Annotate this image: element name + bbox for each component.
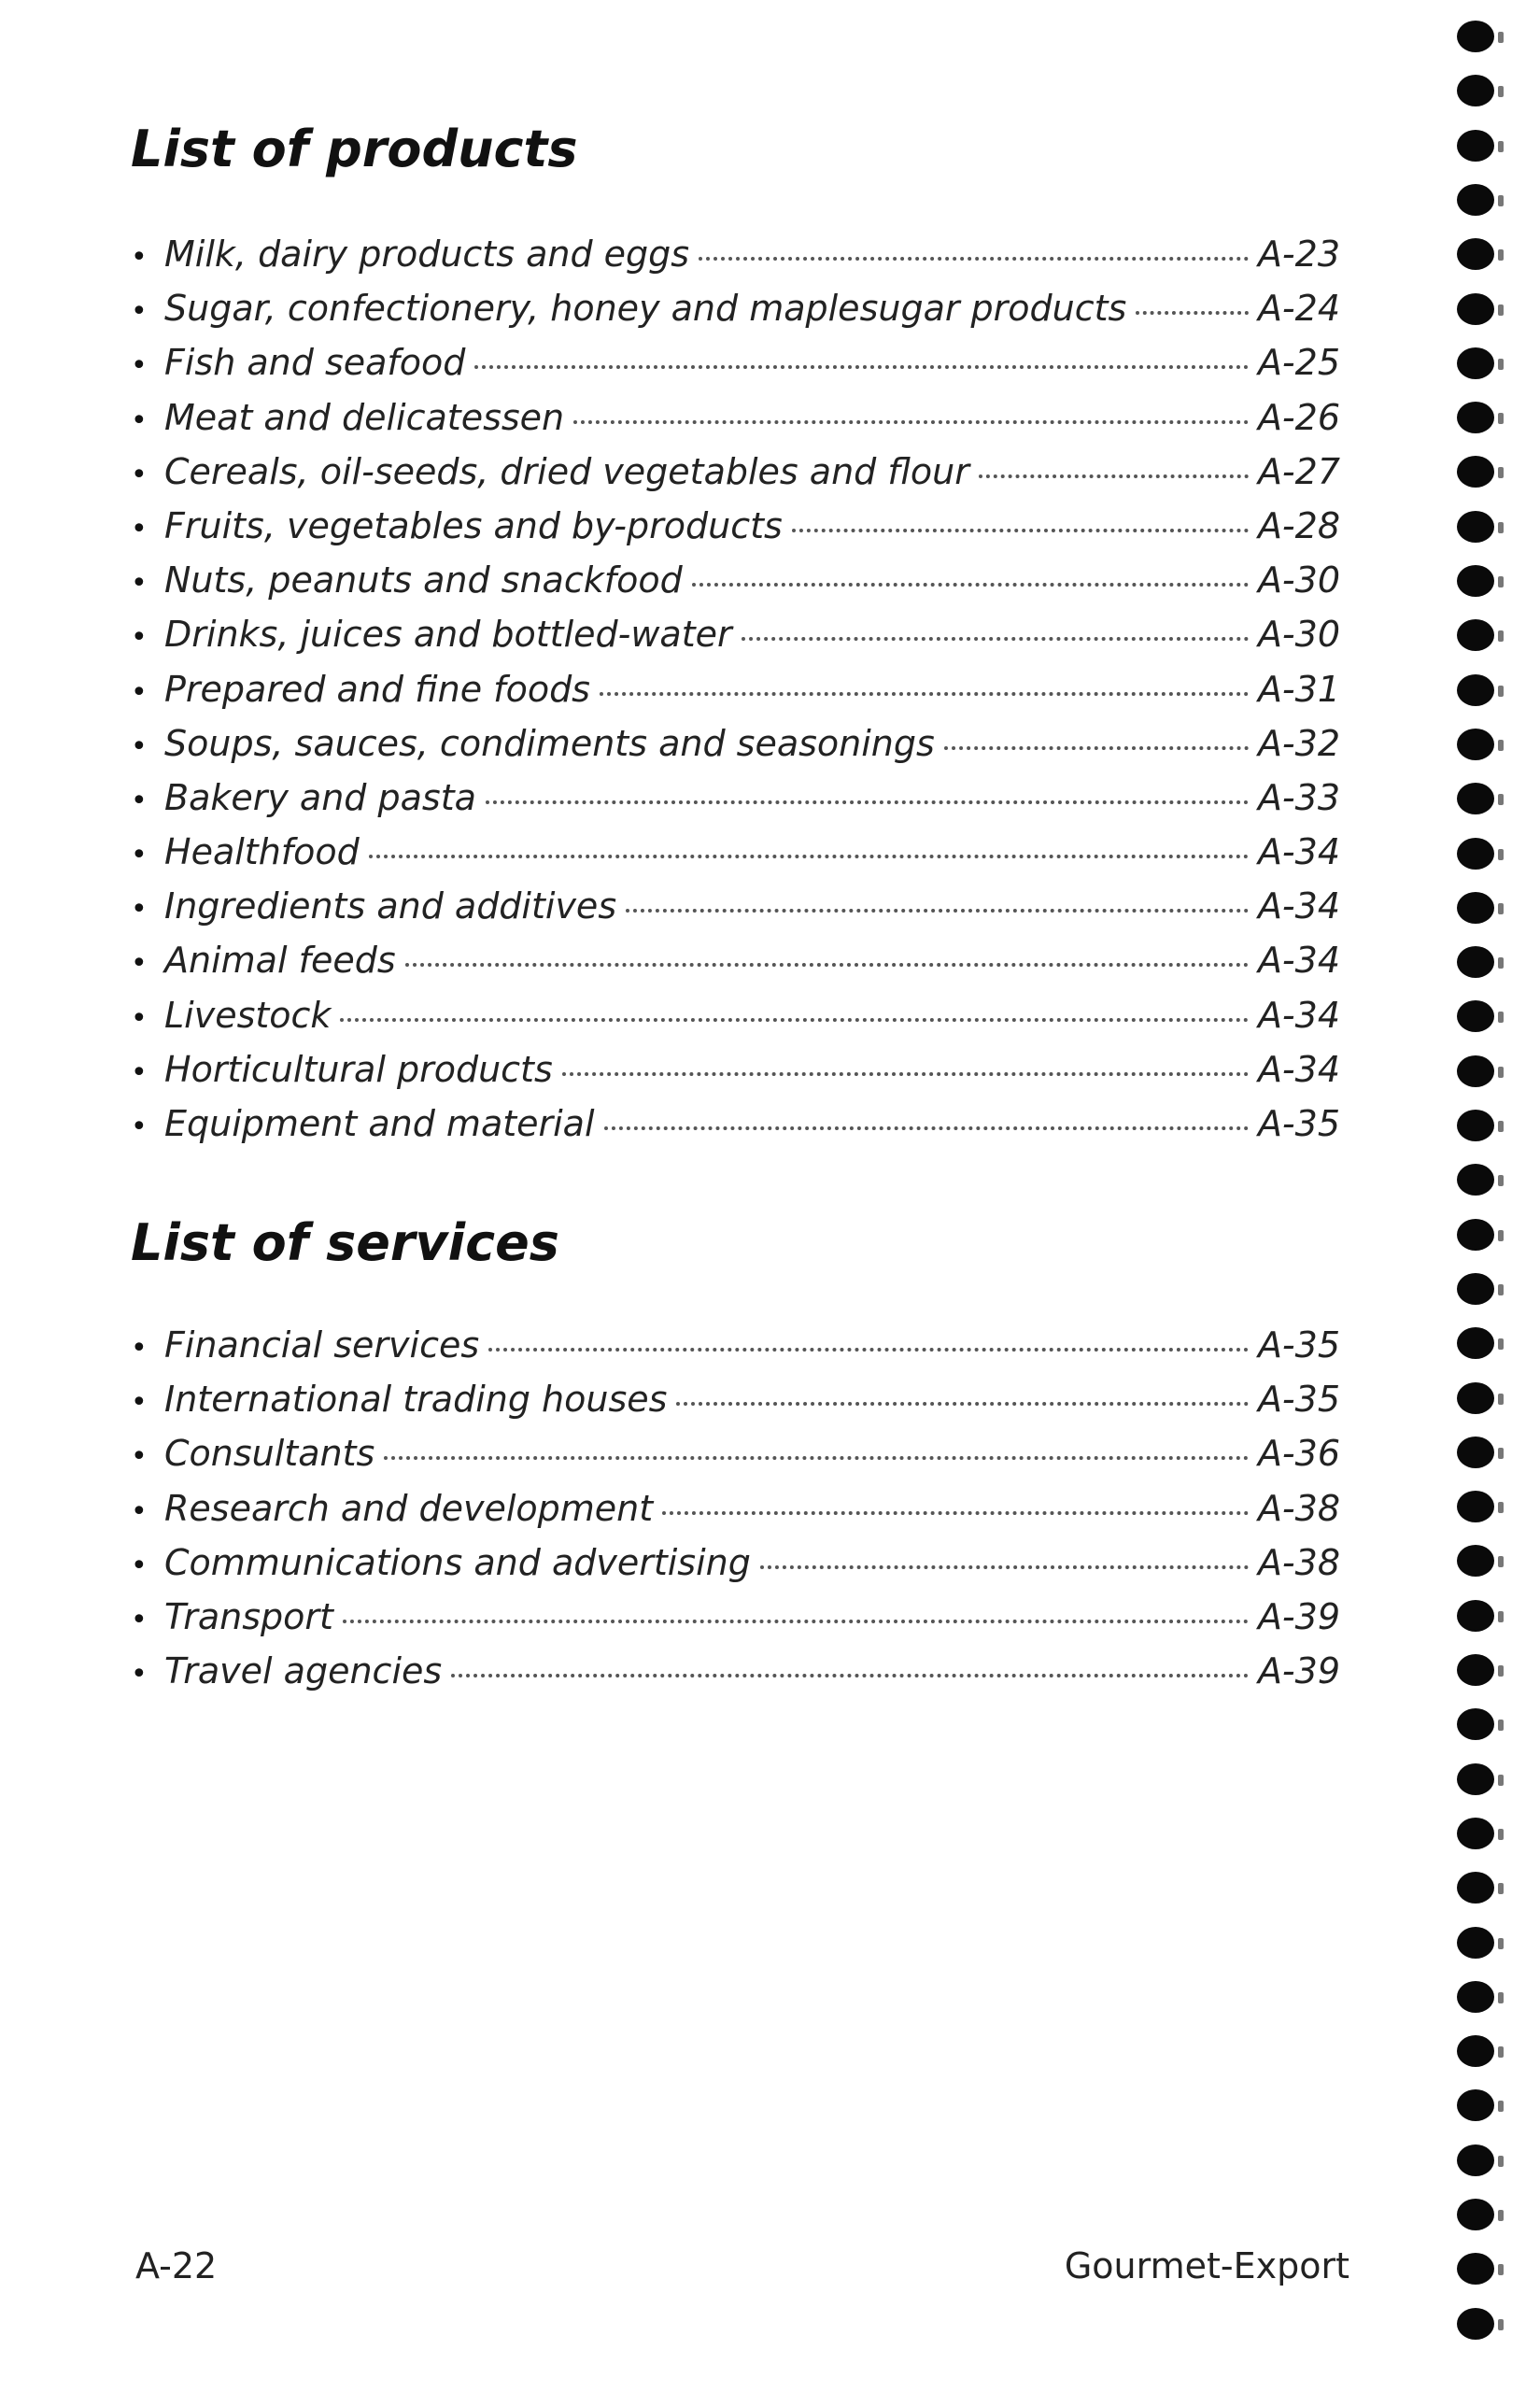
spiral-binding-ring-icon: [1457, 946, 1494, 978]
spiral-binding-ring-icon: [1457, 1708, 1494, 1740]
spiral-binding-ring-icon: [1457, 1981, 1494, 2013]
toc-entry[interactable]: [131, 397, 1340, 451]
toc-entry-label: Prepared and fine foods: [164, 668, 590, 710]
dot-leader: [626, 909, 1249, 913]
toc-entry[interactable]: [131, 342, 1340, 396]
bullet-icon: •: [131, 784, 148, 817]
toc-entry[interactable]: [131, 1049, 1340, 1103]
toc-entry[interactable]: [131, 940, 1340, 994]
toc-entry-page: A-28: [1257, 504, 1340, 546]
bullet-icon: •: [131, 458, 148, 491]
spiral-binding-ring-icon: [1457, 619, 1494, 651]
toc-entry-page: A-39: [1257, 1595, 1340, 1637]
spiral-binding-ring-icon: [1457, 184, 1494, 216]
spiral-binding-ring-icon: [1457, 2089, 1494, 2121]
services-section-title: List of services: [131, 1213, 559, 1272]
toc-entry-page: A-30: [1257, 614, 1340, 656]
spiral-binding-ring-icon: [1457, 2144, 1494, 2176]
bullet-icon: •: [131, 349, 148, 383]
spiral-binding-ring-icon: [1457, 1327, 1494, 1359]
bullet-icon: •: [131, 1603, 148, 1636]
toc-entry-label: Cereals, oil-seeds, dried vegetables and flour: [164, 450, 969, 492]
spiral-binding-ring-icon: [1457, 1437, 1494, 1468]
toc-entry-label: Fruits, vegetables and by-products: [164, 504, 783, 546]
toc-entry-label: Travel agencies: [164, 1650, 443, 1692]
bullet-icon: •: [131, 1386, 148, 1420]
toc-entry-label: Meat and delicatessen: [164, 396, 565, 438]
toc-entry[interactable]: [131, 234, 1340, 288]
spiral-binding-ring-icon: [1457, 456, 1494, 488]
toc-entry-page: A-35: [1257, 1103, 1340, 1144]
bullet-icon: •: [131, 403, 148, 437]
toc-entry-page: A-35: [1257, 1379, 1340, 1421]
spiral-binding-ring-icon: [1457, 402, 1494, 433]
toc-entry[interactable]: [131, 723, 1340, 777]
toc-entry[interactable]: [131, 885, 1340, 940]
spiral-binding-ring-icon: [1457, 1491, 1494, 1522]
bullet-icon: •: [131, 567, 148, 601]
dot-leader: [692, 583, 1249, 587]
spiral-binding: [1455, 21, 1502, 2374]
spiral-binding-ring-icon: [1457, 2035, 1494, 2067]
toc-entry-label: Communications and advertising: [164, 1541, 751, 1583]
spiral-binding-ring-icon: [1457, 1600, 1494, 1632]
toc-entry-label: Fish and seafood: [164, 342, 466, 384]
spiral-binding-ring-icon: [1457, 1110, 1494, 1141]
dot-leader: [573, 420, 1249, 424]
toc-entry-page: A-34: [1257, 940, 1340, 982]
spiral-binding-ring-icon: [1457, 75, 1494, 106]
spiral-binding-ring-icon: [1457, 1927, 1494, 1959]
bullet-icon: •: [131, 1658, 148, 1691]
toc-entry-page: A-32: [1257, 722, 1340, 764]
toc-entry-label: Animal feeds: [164, 940, 396, 982]
dot-leader: [1136, 311, 1249, 315]
spiral-binding-ring-icon: [1457, 2308, 1494, 2340]
spiral-binding-ring-icon: [1457, 1055, 1494, 1087]
toc-entry-page: A-25: [1257, 342, 1340, 384]
spiral-binding-ring-icon: [1457, 1872, 1494, 1904]
toc-entry[interactable]: [131, 505, 1340, 559]
toc-entry[interactable]: [131, 1379, 1340, 1433]
spiral-binding-ring-icon: [1457, 2199, 1494, 2230]
spiral-binding-ring-icon: [1457, 783, 1494, 814]
bullet-icon: •: [131, 839, 148, 872]
toc-entry-label: Milk, dairy products and eggs: [164, 234, 690, 275]
toc-entry-label: Healthfood: [164, 831, 360, 873]
dot-leader: [488, 1348, 1249, 1352]
spiral-binding-ring-icon: [1457, 2253, 1494, 2285]
toc-entry-label: Ingredients and additives: [164, 885, 617, 927]
spiral-binding-ring-icon: [1457, 21, 1494, 52]
toc-entry-label: Nuts, peanuts and snackfood: [164, 559, 683, 602]
toc-entry-page: A-35: [1257, 1324, 1340, 1366]
toc-entry-label: Equipment and material: [164, 1103, 595, 1144]
spiral-binding-ring-icon: [1457, 1000, 1494, 1032]
spiral-binding-ring-icon: [1457, 1382, 1494, 1414]
toc-entry-label: Bakery and pasta: [164, 776, 476, 818]
dot-leader: [384, 1456, 1249, 1460]
spiral-binding-ring-icon: [1457, 1273, 1494, 1305]
bullet-icon: •: [131, 512, 148, 545]
page-number: A-22: [135, 2245, 218, 2286]
dot-leader: [340, 1018, 1248, 1022]
bullet-icon: •: [131, 621, 148, 655]
spiral-binding-ring-icon: [1457, 1545, 1494, 1577]
toc-entry-label: Financial services: [164, 1324, 480, 1366]
toc-entry-page: A-34: [1257, 885, 1340, 927]
dot-leader: [979, 474, 1249, 478]
spiral-binding-ring-icon: [1457, 674, 1494, 706]
products-list: [131, 234, 1340, 1157]
dot-leader: [742, 637, 1249, 641]
toc-entry[interactable]: [131, 288, 1340, 342]
dot-leader: [944, 746, 1249, 750]
toc-entry-page: A-30: [1257, 559, 1340, 602]
toc-entry-page: A-33: [1257, 776, 1340, 818]
toc-entry[interactable]: [131, 614, 1340, 668]
spiral-binding-ring-icon: [1457, 1219, 1494, 1251]
toc-entry-page: A-27: [1257, 450, 1340, 492]
toc-entry[interactable]: [131, 669, 1340, 723]
dot-leader: [792, 529, 1249, 532]
toc-entry-page: A-24: [1257, 288, 1340, 330]
toc-entry[interactable]: [131, 1542, 1340, 1596]
bullet-icon: •: [131, 1055, 148, 1089]
spiral-binding-ring-icon: [1457, 347, 1494, 379]
dot-leader: [343, 1620, 1249, 1623]
bullet-icon: •: [131, 295, 148, 329]
spiral-binding-ring-icon: [1457, 293, 1494, 325]
bullet-icon: •: [131, 1494, 148, 1528]
toc-entry-label: Transport: [164, 1595, 333, 1637]
dot-leader: [474, 365, 1249, 369]
toc-entry-page: A-34: [1257, 831, 1340, 873]
toc-entry-page: A-31: [1257, 668, 1340, 710]
services-list: [131, 1324, 1340, 1705]
spiral-binding-ring-icon: [1457, 1654, 1494, 1686]
dot-leader: [662, 1511, 1249, 1515]
toc-entry-page: A-34: [1257, 994, 1340, 1036]
toc-entry-page: A-38: [1257, 1487, 1340, 1529]
toc-entry[interactable]: [131, 1103, 1340, 1157]
spiral-binding-ring-icon: [1457, 1164, 1494, 1196]
toc-entry[interactable]: [131, 451, 1340, 505]
bullet-icon: •: [131, 241, 148, 274]
toc-entry-label: Sugar, confectionery, honey and maplesugar products: [164, 288, 1127, 330]
toc-entry[interactable]: [131, 831, 1340, 885]
toc-entry[interactable]: [131, 1488, 1340, 1542]
dot-leader: [451, 1674, 1249, 1677]
spiral-binding-ring-icon: [1457, 892, 1494, 924]
toc-entry-label: International trading houses: [164, 1379, 668, 1421]
bullet-icon: •: [131, 1332, 148, 1365]
spiral-binding-ring-icon: [1457, 838, 1494, 870]
toc-entry-page: A-34: [1257, 1048, 1340, 1090]
bullet-icon: •: [131, 729, 148, 763]
toc-entry-label: Horticultural products: [164, 1048, 553, 1090]
bullet-icon: •: [131, 1549, 148, 1582]
bullet-icon: •: [131, 947, 148, 981]
toc-entry-label: Research and development: [164, 1487, 654, 1529]
dot-leader: [760, 1565, 1249, 1569]
bullet-icon: •: [131, 675, 148, 709]
toc-entry-page: A-26: [1257, 396, 1340, 438]
dot-leader: [562, 1072, 1249, 1076]
toc-entry[interactable]: [131, 1324, 1340, 1379]
toc-entry-page: A-38: [1257, 1541, 1340, 1583]
toc-entry-label: Drinks, juices and bottled-water: [164, 614, 732, 656]
toc-entry-page: A-36: [1257, 1433, 1340, 1475]
spiral-binding-ring-icon: [1457, 130, 1494, 162]
spiral-binding-ring-icon: [1457, 1763, 1494, 1795]
dot-leader: [486, 800, 1249, 804]
toc-entry[interactable]: [131, 777, 1340, 831]
toc-entry-page: A-39: [1257, 1650, 1340, 1692]
products-section-title: List of products: [131, 120, 578, 178]
dot-leader: [676, 1402, 1248, 1406]
toc-entry[interactable]: [131, 995, 1340, 1049]
spiral-binding-ring-icon: [1457, 511, 1494, 543]
bullet-icon: •: [131, 1111, 148, 1143]
toc-entry-page: A-23: [1257, 234, 1340, 275]
spiral-binding-ring-icon: [1457, 1818, 1494, 1849]
toc-entry-label: Soups, sauces, condiments and seasonings: [164, 722, 935, 764]
spiral-binding-ring-icon: [1457, 238, 1494, 270]
toc-entry[interactable]: [131, 559, 1340, 614]
dot-leader: [600, 692, 1249, 696]
dot-leader: [604, 1126, 1249, 1130]
toc-entry-label: Consultants: [164, 1433, 375, 1475]
spiral-binding-ring-icon: [1457, 729, 1494, 760]
publication-name: Gourmet-Export: [1064, 2245, 1349, 2286]
dot-leader: [699, 257, 1249, 261]
bullet-icon: •: [131, 893, 148, 927]
bullet-icon: •: [131, 1440, 148, 1474]
dot-leader: [405, 963, 1249, 967]
bullet-icon: •: [131, 1001, 148, 1035]
dot-leader: [369, 855, 1249, 858]
toc-entry[interactable]: [131, 1433, 1340, 1487]
toc-entry-label: Livestock: [164, 994, 332, 1036]
toc-entry[interactable]: [131, 1596, 1340, 1650]
spiral-binding-ring-icon: [1457, 565, 1494, 597]
toc-entry[interactable]: [131, 1650, 1340, 1705]
